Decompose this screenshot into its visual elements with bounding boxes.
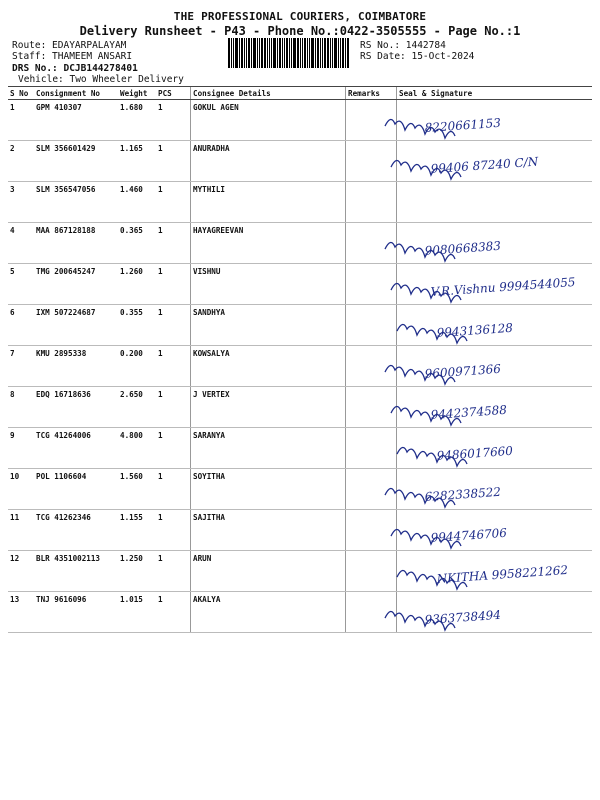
cell-signature: [397, 592, 593, 633]
barcode-bar: [228, 38, 230, 68]
cell-consignee: GOKUL AGEN: [191, 100, 346, 141]
cell-weight: 1.560: [118, 469, 156, 510]
signature-note: 9363738494: [424, 607, 502, 628]
staff-label: Staff: THAMEEM ANSARI: [12, 51, 133, 62]
table-row: [8, 387, 592, 428]
col-consignment: Consignment No: [34, 87, 118, 100]
barcode-bar: [297, 38, 299, 68]
cell-remarks: [346, 264, 397, 305]
barcode-bar: [251, 38, 252, 68]
barcode-bar: [330, 38, 331, 68]
cell-consignment: TCG 41264006: [34, 428, 118, 469]
table-row: [8, 182, 592, 223]
barcode-bar: [322, 38, 323, 68]
cell-consignee: KOWSALYA: [191, 346, 346, 387]
barcode-bar: [315, 38, 316, 68]
cell-pcs: 1: [156, 592, 191, 633]
table-row: [8, 141, 592, 182]
table-header-row: [8, 87, 592, 100]
cell-pcs: 1: [156, 264, 191, 305]
cell-remarks: [346, 223, 397, 264]
table-row: [8, 428, 592, 469]
cell-sno: 5: [8, 264, 34, 305]
cell-pcs: 1: [156, 387, 191, 428]
cell-consignee: SANDHYA: [191, 305, 346, 346]
barcode-bar: [282, 38, 283, 68]
cell-consignee: SARANYA: [191, 428, 346, 469]
rs-number: RS No.: 1442784: [360, 40, 446, 51]
barcode-bar: [257, 38, 258, 68]
cell-weight: 0.200: [118, 346, 156, 387]
cell-signature: [397, 264, 593, 305]
barcode-bar: [327, 38, 329, 68]
barcode-bar: [264, 38, 266, 68]
cell-signature: [397, 510, 593, 551]
route-label: Route: EDAYARPALAYAM: [12, 40, 127, 51]
barcode-bar: [304, 38, 306, 68]
barcode-bar: [320, 38, 321, 68]
signature-note: 9600971366: [424, 361, 502, 382]
cell-consignee: ANURADHA: [191, 141, 346, 182]
table-row: [8, 100, 592, 141]
barcode-bar: [231, 38, 232, 68]
barcode-bar: [300, 38, 301, 68]
cell-remarks: [346, 387, 397, 428]
cell-weight: 4.800: [118, 428, 156, 469]
signature-note: 9442374588: [430, 402, 508, 423]
col-signature: Seal & Signature: [397, 87, 593, 100]
cell-sno: 2: [8, 141, 34, 182]
cell-signature: [397, 223, 593, 264]
cell-sno: 13: [8, 592, 34, 633]
barcode-bar: [241, 38, 243, 68]
cell-pcs: 1: [156, 510, 191, 551]
table-row: [8, 346, 592, 387]
cell-consignment: SLM 356547056: [34, 182, 118, 223]
cell-pcs: 1: [156, 182, 191, 223]
barcode-bar: [244, 38, 245, 68]
barcode-bar: [332, 38, 333, 68]
cell-sno: 3: [8, 182, 34, 223]
cell-consignment: TNJ 9616096: [34, 592, 118, 633]
table-row: [8, 264, 592, 305]
cell-consignment: TCG 41262346: [34, 510, 118, 551]
signature-note: 9944746706: [430, 525, 508, 546]
barcode-bar: [267, 38, 268, 68]
signature-note: NKITHA 9958221262: [436, 562, 569, 587]
table-row: [8, 305, 592, 346]
barcode-bar: [291, 38, 292, 68]
col-remarks: Remarks: [346, 87, 397, 100]
signature-note: 9943136128: [436, 320, 514, 341]
barcode-bar: [273, 38, 276, 68]
cell-consignee: J VERTEX: [191, 387, 346, 428]
barcode-bar: [279, 38, 281, 68]
barcode-bar: [311, 38, 314, 68]
cell-consignee: ARUN: [191, 551, 346, 592]
col-pcs: PCS: [156, 87, 191, 100]
table-row: [8, 223, 592, 264]
table-row: [8, 592, 592, 633]
cell-consignment: POL 1106604: [34, 469, 118, 510]
barcode-bar: [286, 38, 288, 68]
cell-sno: 1: [8, 100, 34, 141]
table-row: [8, 469, 592, 510]
barcode-bar: [269, 38, 270, 68]
cell-consignment: BLR 4351002113: [34, 551, 118, 592]
barcode-bar: [246, 38, 247, 68]
signature-note: 99406 87240 C/N: [430, 154, 539, 177]
table-row: [8, 510, 592, 551]
cell-signature: [397, 305, 593, 346]
cell-consignment: TMG 200645247: [34, 264, 118, 305]
cell-consignee: SOYITHA: [191, 469, 346, 510]
vehicle-label: Vehicle: Two Wheeler Delivery: [18, 74, 184, 85]
cell-consignment: EDQ 16718636: [34, 387, 118, 428]
barcode-bar: [307, 38, 308, 68]
cell-consignment: MAA 867128188: [34, 223, 118, 264]
cell-consignment: IXM 507224687: [34, 305, 118, 346]
cell-remarks: [346, 346, 397, 387]
cell-signature: [397, 428, 593, 469]
barcode-bar: [261, 38, 263, 68]
cell-pcs: 1: [156, 100, 191, 141]
barcode-bar: [302, 38, 303, 68]
company-title: THE PROFESSIONAL COURIERS, COIMBATORE: [173, 10, 427, 23]
cell-remarks: [346, 141, 397, 182]
cell-remarks: [346, 510, 397, 551]
cell-remarks: [346, 428, 397, 469]
cell-sno: 8: [8, 387, 34, 428]
cell-consignment: KMU 2895338: [34, 346, 118, 387]
barcode-bar: [259, 38, 260, 68]
col-weight: Weight: [118, 87, 156, 100]
barcode-bar: [309, 38, 310, 68]
col-sno: S No: [8, 87, 34, 100]
barcode-bar: [345, 38, 346, 68]
barcode-bar: [289, 38, 290, 68]
cell-weight: 1.260: [118, 264, 156, 305]
barcode-bar: [293, 38, 296, 68]
cell-consignee: MYTHILI: [191, 182, 346, 223]
cell-pcs: 1: [156, 551, 191, 592]
cell-remarks: [346, 305, 397, 346]
cell-consignee: VISHNU: [191, 264, 346, 305]
cell-signature: [397, 469, 593, 510]
cell-weight: 1.165: [118, 141, 156, 182]
cell-sno: 4: [8, 223, 34, 264]
cell-sno: 6: [8, 305, 34, 346]
cell-pcs: 1: [156, 346, 191, 387]
cell-pcs: 1: [156, 428, 191, 469]
barcode-bar: [347, 38, 349, 68]
cell-consignment: GPM 410307: [34, 100, 118, 141]
table-row: [8, 551, 592, 592]
barcode-bar: [324, 38, 326, 68]
cell-remarks: [346, 100, 397, 141]
signature-note: 8220661153: [424, 115, 502, 136]
barcode-bar: [248, 38, 250, 68]
barcode-bar: [239, 38, 240, 68]
cell-pcs: 1: [156, 305, 191, 346]
signature-note: 9080668383: [424, 238, 502, 259]
col-consignee: Consignee Details: [191, 87, 346, 100]
barcode-bar: [233, 38, 234, 68]
cell-remarks: [346, 182, 397, 223]
barcode-bar: [271, 38, 272, 68]
cell-consignment: SLM 356601429: [34, 141, 118, 182]
cell-weight: 1.155: [118, 510, 156, 551]
runsheet-subtitle: Delivery Runsheet - P43 - Phone No.:0422-3505555 - Page No.:1: [79, 24, 521, 38]
barcode-bar: [334, 38, 337, 68]
rs-date: RS Date: 15-Oct-2024: [360, 51, 475, 62]
barcode-bar: [277, 38, 278, 68]
barcode-bar: [284, 38, 285, 68]
cell-sno: 10: [8, 469, 34, 510]
barcode-bar: [338, 38, 339, 68]
barcode-bar: [340, 38, 341, 68]
cell-sno: 11: [8, 510, 34, 551]
cell-signature: [397, 551, 593, 592]
cell-sno: 7: [8, 346, 34, 387]
cell-weight: 1.250: [118, 551, 156, 592]
cell-weight: 2.650: [118, 387, 156, 428]
cell-weight: 0.355: [118, 305, 156, 346]
cell-signature: [397, 100, 593, 141]
barcode-bar: [235, 38, 238, 68]
cell-weight: 0.365: [118, 223, 156, 264]
cell-pcs: 1: [156, 141, 191, 182]
cell-consignee: HAYAGREEVAN: [191, 223, 346, 264]
cell-remarks: [346, 551, 397, 592]
cell-signature: [397, 346, 593, 387]
cell-sno: 12: [8, 551, 34, 592]
cell-signature: [397, 141, 593, 182]
cell-remarks: [346, 469, 397, 510]
barcode-bar: [317, 38, 319, 68]
signature-note: 9486017660: [436, 443, 514, 464]
cell-consignee: AKALYA: [191, 592, 346, 633]
barcode-bar: [342, 38, 344, 68]
cell-remarks: [346, 592, 397, 633]
cell-consignee: SAJITHA: [191, 510, 346, 551]
barcode: [228, 38, 354, 68]
signature-note: V.R.Vishnu 9994544055: [430, 274, 576, 300]
signature-note: 6282338522: [424, 484, 502, 505]
barcode-bar: [253, 38, 256, 68]
drs-number: DRS No.: DCJB144278401: [12, 63, 138, 74]
cell-signature: [397, 182, 593, 223]
cell-weight: 1.460: [118, 182, 156, 223]
cell-signature: [397, 387, 593, 428]
cell-pcs: 1: [156, 469, 191, 510]
cell-sno: 9: [8, 428, 34, 469]
runsheet-table: [8, 86, 592, 633]
cell-pcs: 1: [156, 223, 191, 264]
cell-weight: 1.015: [118, 592, 156, 633]
cell-weight: 1.680: [118, 100, 156, 141]
